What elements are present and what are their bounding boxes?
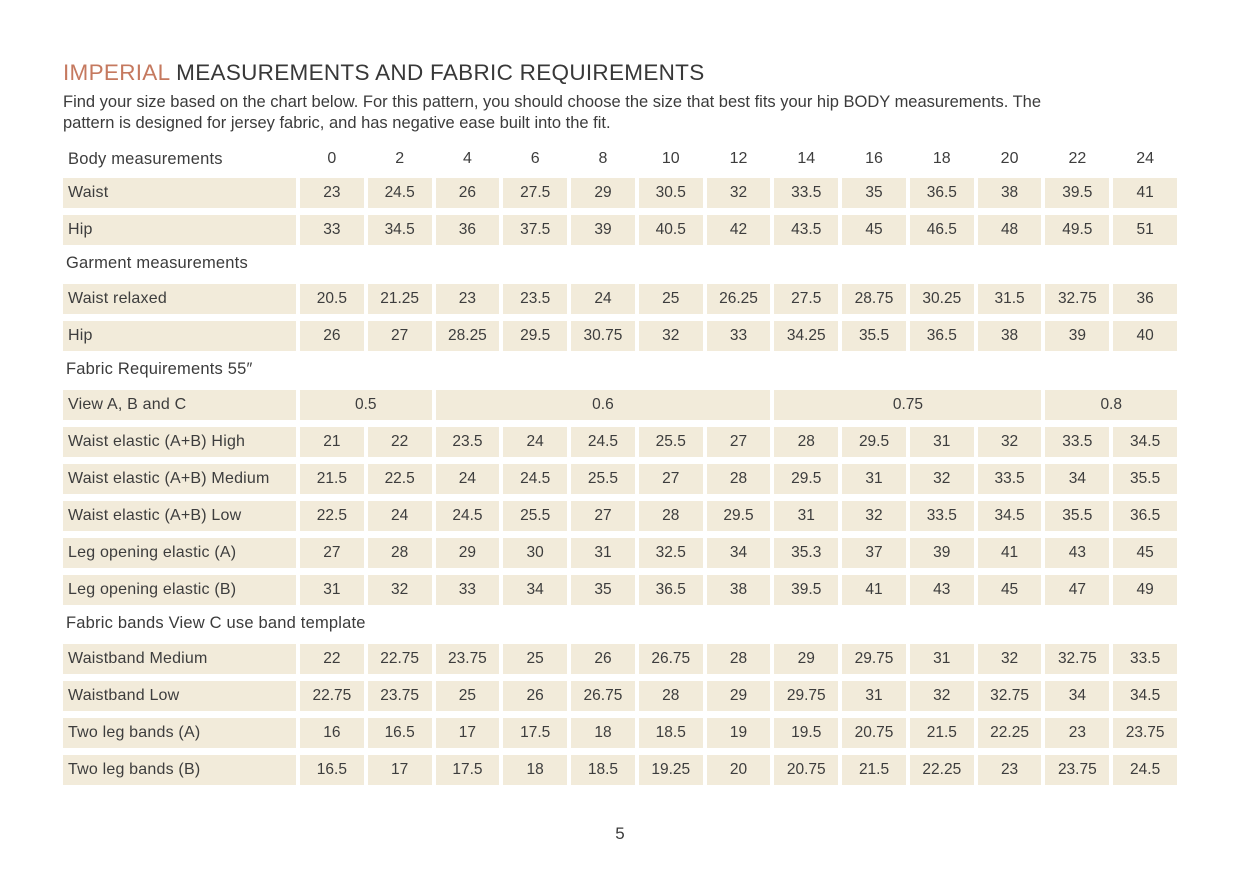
value-cell: 33.5: [774, 178, 838, 208]
value-cell: 21.5: [300, 464, 364, 494]
value-cell: 16.5: [300, 755, 364, 785]
value-cell: 45: [1113, 538, 1177, 568]
row-label: Waist elastic (A+B) High: [63, 427, 296, 457]
size-column-header: 14: [797, 150, 816, 167]
value-cell: 20.5: [300, 284, 364, 314]
page-title: [63, 60, 1177, 86]
size-column-header: 24: [1136, 150, 1154, 167]
value-cell: 32: [910, 681, 974, 711]
value-cell: 34.5: [368, 215, 432, 245]
size-header-row: [63, 146, 1177, 172]
value-cell: 25.5: [571, 464, 635, 494]
value-cell: 33: [436, 575, 500, 605]
value-cell: 29.75: [842, 644, 906, 674]
value-cell: 43: [910, 575, 974, 605]
value-cell: 36.5: [639, 575, 703, 605]
value-cell: 39.5: [774, 575, 838, 605]
row-label: Waist elastic (A+B) Medium: [63, 464, 296, 494]
value-cell: 22: [300, 644, 364, 674]
yardage-span-cell: 0.75: [774, 390, 1041, 420]
value-cell: 23.75: [1113, 718, 1177, 748]
value-cell: 18: [571, 718, 635, 748]
table-row: [63, 284, 1177, 314]
value-cell: 30.75: [571, 321, 635, 351]
size-column-header: 22: [1068, 150, 1087, 167]
value-cell: 22.75: [368, 644, 432, 674]
value-cell: 27: [571, 501, 635, 531]
size-column-header: 0: [327, 150, 337, 167]
value-cell: 21: [300, 427, 364, 457]
value-cell: 22: [368, 427, 432, 457]
row-label: Waistband Medium: [63, 644, 296, 674]
value-cell: 45: [842, 215, 906, 245]
value-cell: 36.5: [910, 178, 974, 208]
value-cell: 49.5: [1045, 215, 1109, 245]
value-cell: 29.5: [774, 464, 838, 494]
value-cell: 20.75: [842, 718, 906, 748]
value-cell: 26.25: [707, 284, 771, 314]
value-cell: 28.25: [436, 321, 500, 351]
page-number: 5: [615, 824, 625, 843]
value-cell: 46.5: [910, 215, 974, 245]
row-label: Waistband Low: [63, 681, 296, 711]
value-cell: 26: [503, 681, 567, 711]
value-cell: 24.5: [436, 501, 500, 531]
yardage-span-cell: 0.5: [300, 390, 432, 420]
value-cell: 41: [1113, 178, 1177, 208]
value-cell: 41: [842, 575, 906, 605]
value-cell: 31: [910, 644, 974, 674]
value-cell: 34: [1045, 681, 1109, 711]
value-cell: 39.5: [1045, 178, 1109, 208]
value-cell: 43.5: [774, 215, 838, 245]
measurement-table: [63, 146, 1177, 785]
table-row: [63, 178, 1177, 208]
value-cell: 33: [300, 215, 364, 245]
table-row: [63, 644, 1177, 674]
value-cell: 33.5: [1113, 644, 1177, 674]
row-label: Hip: [63, 215, 296, 245]
value-cell: 35.5: [842, 321, 906, 351]
value-cell: 22.5: [368, 464, 432, 494]
value-cell: 32.75: [1045, 644, 1109, 674]
fabric-yardage-span-row: [63, 390, 1177, 420]
value-cell: 23.5: [436, 427, 500, 457]
value-cell: 32.75: [978, 681, 1042, 711]
value-cell: 28: [639, 681, 703, 711]
intro-line-2: pattern is designed for jersey fabric, and has negative ease built into the fit.: [63, 114, 611, 132]
value-cell: 26: [571, 644, 635, 674]
value-cell: 49: [1113, 575, 1177, 605]
value-cell: 23.5: [503, 284, 567, 314]
value-cell: 25: [436, 681, 500, 711]
value-cell: 29: [774, 644, 838, 674]
value-cell: 24: [503, 427, 567, 457]
value-cell: 24.5: [1113, 755, 1177, 785]
value-cell: 29.75: [774, 681, 838, 711]
row-label: Waist elastic (A+B) Low: [63, 501, 296, 531]
page-title-highlight: IMPERIAL: [63, 60, 170, 85]
value-cell: 26.75: [639, 644, 703, 674]
page-title-rest: MEASUREMENTS AND FABRIC REQUIREMENTS: [169, 60, 705, 85]
row-label: Leg opening elastic (A): [63, 538, 296, 568]
value-cell: 36: [436, 215, 500, 245]
value-cell: 19: [707, 718, 771, 748]
value-cell: 27: [368, 321, 432, 351]
value-cell: 27.5: [774, 284, 838, 314]
size-column-header: 18: [932, 150, 951, 167]
value-cell: 18.5: [571, 755, 635, 785]
value-cell: 45: [978, 575, 1042, 605]
section-title: Fabric Requirements 55″: [66, 360, 253, 378]
row-label: Two leg bands (B): [63, 755, 296, 785]
value-cell: 35: [842, 178, 906, 208]
value-cell: 33.5: [978, 464, 1042, 494]
value-cell: 29.5: [707, 501, 771, 531]
section-title: Garment measurements: [66, 254, 248, 272]
table-row: [63, 464, 1177, 494]
value-cell: 24.5: [368, 178, 432, 208]
value-cell: 23: [436, 284, 500, 314]
value-cell: 26: [436, 178, 500, 208]
row-label: Waist: [63, 178, 296, 208]
value-cell: 27.5: [503, 178, 567, 208]
value-cell: 17.5: [503, 718, 567, 748]
value-cell: 32: [842, 501, 906, 531]
value-cell: 29: [707, 681, 771, 711]
value-cell: 25: [503, 644, 567, 674]
value-cell: 39: [571, 215, 635, 245]
value-cell: 31: [571, 538, 635, 568]
value-cell: 47: [1045, 575, 1109, 605]
size-column-header: 4: [462, 150, 472, 167]
value-cell: 32.75: [1045, 284, 1109, 314]
value-cell: 19.5: [774, 718, 838, 748]
value-cell: 27: [639, 464, 703, 494]
size-column-header: 16: [865, 150, 883, 167]
value-cell: 25.5: [503, 501, 567, 531]
value-cell: 23.75: [436, 644, 500, 674]
value-cell: 37: [842, 538, 906, 568]
value-cell: 22.25: [978, 718, 1042, 748]
size-header-label: Body measurements: [68, 149, 223, 168]
table-row: [63, 321, 1177, 351]
value-cell: 18.5: [639, 718, 703, 748]
size-column-header: 10: [661, 150, 680, 167]
value-cell: 37.5: [503, 215, 567, 245]
table-row: [63, 215, 1177, 245]
value-cell: 24: [436, 464, 500, 494]
value-cell: 38: [707, 575, 771, 605]
value-cell: 30: [503, 538, 567, 568]
value-cell: 28: [639, 501, 703, 531]
value-cell: 28: [707, 464, 771, 494]
value-cell: 35.5: [1045, 501, 1109, 531]
value-cell: 31: [774, 501, 838, 531]
table-row: [63, 755, 1177, 785]
value-cell: 25: [639, 284, 703, 314]
intro-line-1: Find your size based on the chart below. For this pattern, you should choose the size that best fits your hip BODY measurements. The: [63, 93, 1041, 111]
value-cell: 34.5: [1113, 427, 1177, 457]
value-cell: 32: [368, 575, 432, 605]
table-row: [63, 427, 1177, 457]
table-row: [63, 718, 1177, 748]
value-cell: 27: [707, 427, 771, 457]
value-cell: 36.5: [1113, 501, 1177, 531]
value-cell: 33.5: [910, 501, 974, 531]
value-cell: 16.5: [368, 718, 432, 748]
value-cell: 29: [571, 178, 635, 208]
value-cell: 16: [300, 718, 364, 748]
value-cell: 26.75: [571, 681, 635, 711]
value-cell: 32: [707, 178, 771, 208]
table-row: [63, 501, 1177, 531]
value-cell: 34.25: [774, 321, 838, 351]
size-column-header: 12: [729, 150, 748, 167]
value-cell: 28: [774, 427, 838, 457]
value-cell: 18: [503, 755, 567, 785]
value-cell: 51: [1113, 215, 1177, 245]
value-cell: 17.5: [436, 755, 500, 785]
value-cell: 48: [978, 215, 1042, 245]
value-cell: 23: [300, 178, 364, 208]
value-cell: 34.5: [978, 501, 1042, 531]
value-cell: 39: [1045, 321, 1109, 351]
size-column-header: 8: [598, 150, 608, 167]
size-column-header: 2: [395, 150, 405, 167]
value-cell: 22.5: [300, 501, 364, 531]
value-cell: 34.5: [1113, 681, 1177, 711]
value-cell: 29.5: [842, 427, 906, 457]
intro-text: [63, 92, 1177, 134]
value-cell: 32: [639, 321, 703, 351]
value-cell: 23.75: [1045, 755, 1109, 785]
size-column-header: 6: [530, 150, 540, 167]
value-cell: 38: [978, 321, 1042, 351]
value-cell: 35: [571, 575, 635, 605]
value-cell: 24.5: [571, 427, 635, 457]
table-row: [63, 681, 1177, 711]
value-cell: 21.25: [368, 284, 432, 314]
value-cell: 34: [503, 575, 567, 605]
yardage-span-cell: 0.6: [436, 390, 771, 420]
row-label: Leg opening elastic (B): [63, 575, 296, 605]
value-cell: 42: [707, 215, 771, 245]
value-cell: 31: [910, 427, 974, 457]
value-cell: 34: [1045, 464, 1109, 494]
value-cell: 35.5: [1113, 464, 1177, 494]
table-row: [63, 538, 1177, 568]
value-cell: 24: [571, 284, 635, 314]
value-cell: 20: [707, 755, 771, 785]
value-cell: 39: [910, 538, 974, 568]
value-cell: 28: [368, 538, 432, 568]
value-cell: 22.25: [910, 755, 974, 785]
value-cell: 21.5: [910, 718, 974, 748]
value-cell: 26: [300, 321, 364, 351]
value-cell: 36.5: [910, 321, 974, 351]
value-cell: 32: [910, 464, 974, 494]
value-cell: 28.75: [842, 284, 906, 314]
value-cell: 31.5: [978, 284, 1042, 314]
value-cell: 40.5: [639, 215, 703, 245]
value-cell: 30.5: [639, 178, 703, 208]
value-cell: 31: [300, 575, 364, 605]
value-cell: 31: [842, 464, 906, 494]
value-cell: 20.75: [774, 755, 838, 785]
value-cell: 33: [707, 321, 771, 351]
value-cell: 29.5: [503, 321, 567, 351]
value-cell: 36: [1113, 284, 1177, 314]
value-cell: 33.5: [1045, 427, 1109, 457]
value-cell: 43: [1045, 538, 1109, 568]
value-cell: 27: [300, 538, 364, 568]
value-cell: 29: [436, 538, 500, 568]
value-cell: 17: [368, 755, 432, 785]
value-cell: 32: [978, 427, 1042, 457]
value-cell: 32.5: [639, 538, 703, 568]
value-cell: 32: [978, 644, 1042, 674]
value-cell: 25.5: [639, 427, 703, 457]
value-cell: 34: [707, 538, 771, 568]
value-cell: 23: [1045, 718, 1109, 748]
value-cell: 23: [978, 755, 1042, 785]
value-cell: 21.5: [842, 755, 906, 785]
value-cell: 28: [707, 644, 771, 674]
value-cell: 17: [436, 718, 500, 748]
row-label: Two leg bands (A): [63, 718, 296, 748]
value-cell: 41: [978, 538, 1042, 568]
value-cell: 40: [1113, 321, 1177, 351]
section-title: Fabric bands View C use band template: [66, 614, 366, 632]
row-label: View A, B and C: [63, 390, 296, 420]
yardage-span-cell: 0.8: [1045, 390, 1177, 420]
row-label: Hip: [63, 321, 296, 351]
value-cell: 35.3: [774, 538, 838, 568]
value-cell: 24: [368, 501, 432, 531]
size-column-header: 20: [1000, 150, 1019, 167]
value-cell: 23.75: [368, 681, 432, 711]
value-cell: 22.75: [300, 681, 364, 711]
value-cell: 24.5: [503, 464, 567, 494]
value-cell: 31: [842, 681, 906, 711]
value-cell: 30.25: [910, 284, 974, 314]
table-row: [63, 575, 1177, 605]
value-cell: 19.25: [639, 755, 703, 785]
row-label: Waist relaxed: [63, 284, 296, 314]
value-cell: 38: [978, 178, 1042, 208]
